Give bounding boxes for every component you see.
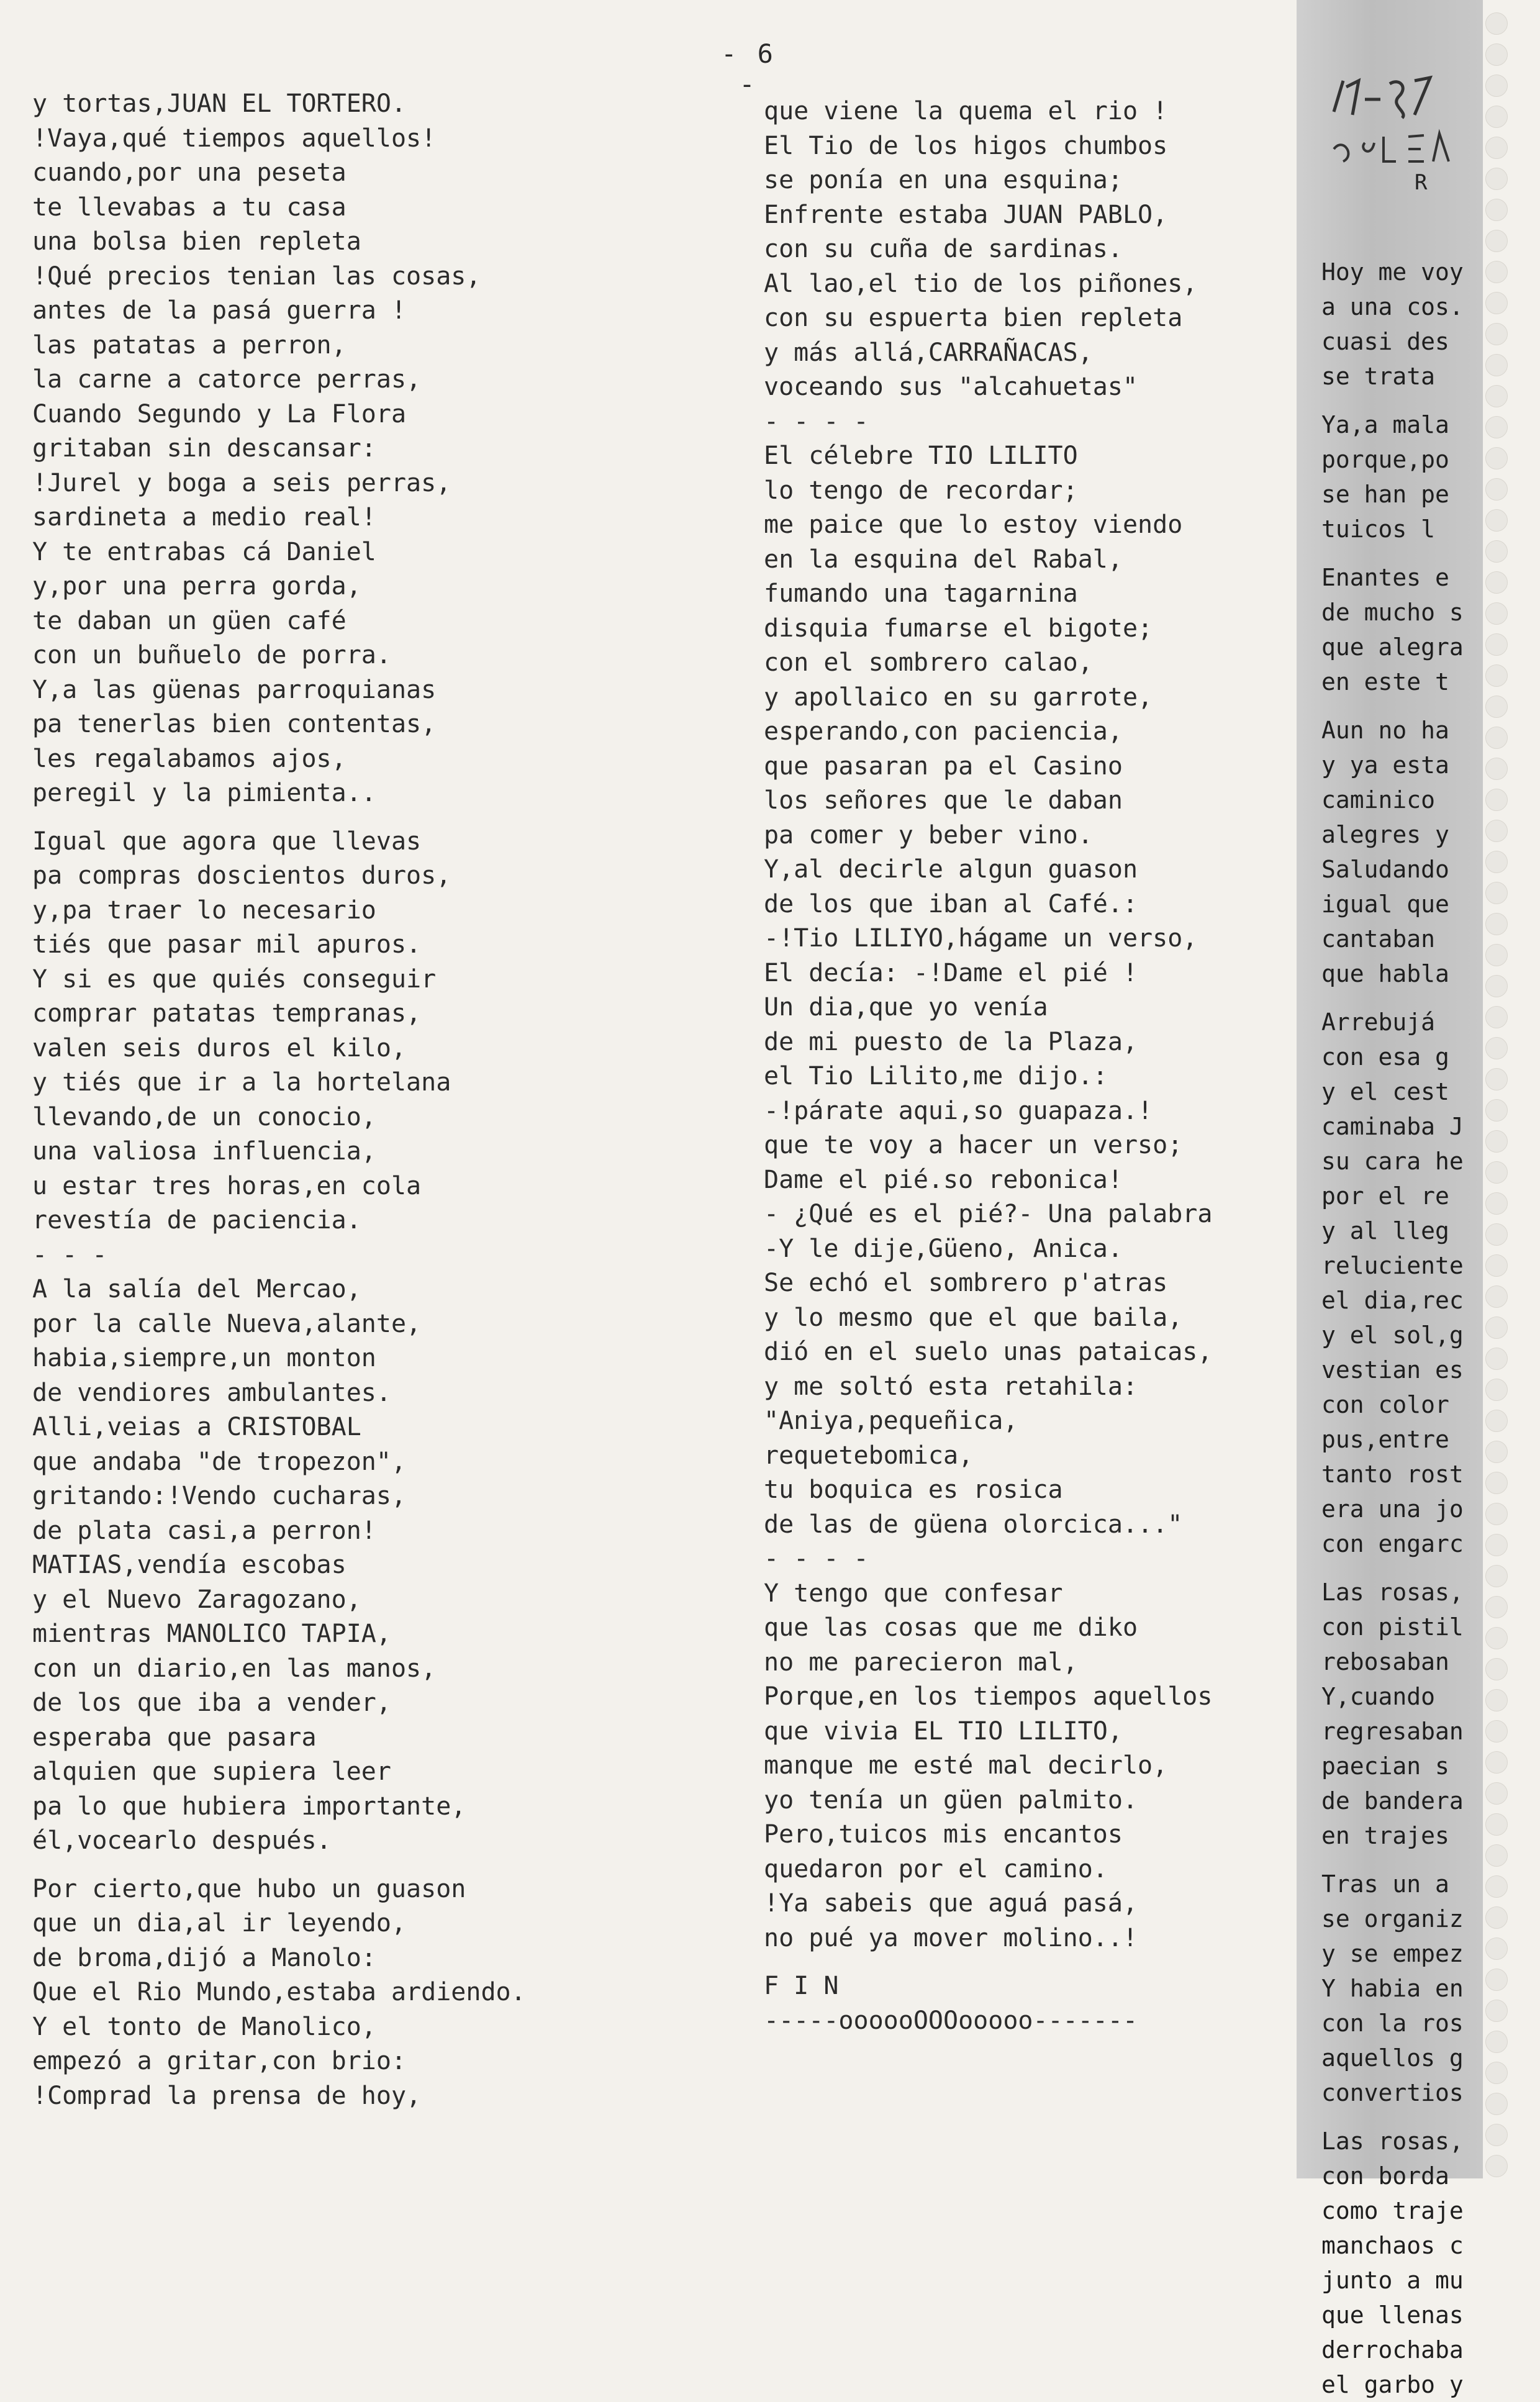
poem-line: peregil y la pimienta..	[32, 779, 376, 807]
poem-line: no pué ya mover molino..!	[764, 1923, 1138, 1952]
strip-line: por el re	[1321, 1182, 1449, 1210]
stanza-gap	[1321, 1853, 1464, 1867]
poem-line: Y te entrabas cá Daniel	[32, 537, 376, 566]
binder-hole	[1485, 1844, 1508, 1867]
poem-line: El célebre TIO LILITO	[764, 442, 1078, 470]
strip-line: Ya,a mala	[1321, 411, 1449, 438]
binder-holes	[1485, 0, 1510, 2178]
strip-line: rebosaban	[1321, 1648, 1449, 1675]
poem-line: Igual que agora que llevas	[32, 827, 422, 856]
poem-line: valen seis duros el kilo,	[32, 1033, 407, 1063]
strip-line: cantaban	[1321, 925, 1436, 953]
poem-line: mientras MANOLICO TAPIA,	[32, 1620, 391, 1648]
poem-line: Un dia,que yo venía	[764, 993, 1048, 1022]
binder-hole	[1485, 913, 1508, 935]
strip-line: reluciente	[1321, 1252, 1464, 1279]
poem-line: yo tenía un güen palmito.	[764, 1785, 1138, 1815]
poem-line: tu boquica es rosica	[764, 1475, 1063, 1504]
poem-line: u estar tres horas,en cola	[32, 1171, 422, 1200]
poem-line: "Aniya,pequeñica,	[764, 1407, 1018, 1435]
binder-hole	[1485, 1472, 1508, 1494]
poem-line: que un dia,al ir leyendo,	[32, 1909, 407, 1937]
binder-hole	[1485, 12, 1508, 35]
poem-line: Alli,veias a CRISTOBAL	[32, 1413, 361, 1441]
stanza-gap	[1321, 699, 1464, 713]
strip-line: caminaba J	[1321, 1113, 1464, 1140]
poem-line: te llevabas a tu casa	[32, 193, 346, 222]
strip-line: regresaban	[1321, 1718, 1464, 1745]
poem-line: pa compras doscientos duros,	[32, 861, 451, 890]
strip-line: Enantes e	[1321, 564, 1449, 591]
poem-line: llevando,de un conocio,	[32, 1102, 376, 1131]
poem-line: de las de güena olorcica..."	[764, 1510, 1183, 1539]
poem-line: con el sombrero calao,	[764, 648, 1093, 677]
poem-line: antes de la pasá guerra !	[32, 296, 407, 325]
poem-line: Cuando Segundo y La Flora	[32, 399, 407, 428]
poem-line: voceando sus "alcahuetas"	[764, 373, 1138, 401]
poem-line: tiés que pasar mil apuros.	[32, 930, 422, 959]
binder-hole	[1485, 2155, 1508, 2177]
strip-line: y al lleg	[1321, 1217, 1449, 1244]
strip-line: alegres y	[1321, 821, 1449, 848]
poem-line: gritando:!Vendo cucharas,	[32, 1482, 407, 1510]
poem-line: me paice que lo estoy viendo	[764, 510, 1183, 539]
binder-hole	[1485, 1875, 1508, 1898]
binder-hole	[1485, 975, 1508, 997]
poem-line: que las cosas que me diko	[764, 1613, 1138, 1642]
strip-line: derrochaba	[1321, 2336, 1464, 2363]
strip-line: en este t	[1321, 668, 1449, 696]
strip-line: Aun no ha	[1321, 717, 1449, 744]
poem-line: - - - -	[764, 407, 869, 436]
poem-line: y más allá,CARRAÑACAS,	[764, 338, 1093, 367]
poem-line: de mi puesto de la Plaza,	[764, 1027, 1138, 1056]
poem-line: y,pa traer lo necesario	[32, 895, 376, 925]
binder-hole	[1485, 1285, 1508, 1308]
poem-line: -!párate aqui,so guapaza.!	[764, 1096, 1153, 1125]
poem-line: comprar patatas tempranas,	[32, 999, 422, 1028]
poem-line: empezó a gritar,con brio:	[32, 2047, 407, 2075]
poem-line: con un buñuelo de porra.	[32, 641, 391, 669]
poem-line: !Vaya,qué tiempos aquellos!	[32, 124, 437, 153]
binder-hole	[1485, 168, 1508, 190]
poem-line: El Tio de los higos chumbos	[764, 131, 1168, 160]
binder-hole	[1485, 292, 1508, 314]
poem-line: de broma,dijó a Manolo:	[32, 1943, 376, 1972]
strip-line: como traje	[1321, 2197, 1464, 2224]
poem-line: Enfrente estaba JUAN PABLO,	[764, 200, 1168, 229]
poem-line: que vivia EL TIO LILITO,	[764, 1716, 1123, 1746]
strip-line: de bandera	[1321, 1787, 1464, 1815]
poem-line: Y si es que quiés conseguir	[32, 964, 437, 994]
binder-hole	[1485, 727, 1508, 749]
stanza-gap	[1321, 991, 1464, 1005]
binder-hole	[1485, 1441, 1508, 1463]
poem-line: Que el Rio Mundo,estaba ardiendo.	[32, 1978, 526, 2006]
poem-line: Pero,tuicos mis encantos	[764, 1820, 1123, 1849]
poem-line: !Qué precios tenian las cosas,	[32, 261, 481, 291]
binder-hole	[1485, 2124, 1508, 2146]
poem-line: y,por una perra gorda,	[32, 572, 361, 600]
binder-hole	[1485, 1937, 1508, 1960]
poem-line: los señores que le daban	[764, 786, 1123, 815]
poem-line: una bolsa bien repleta	[32, 227, 361, 256]
poem-line: Al lao,el tio de los piñones,	[764, 269, 1198, 298]
strip-line: y ya esta	[1321, 751, 1449, 779]
stanza-gap	[1321, 2110, 1464, 2124]
binder-hole	[1485, 758, 1508, 780]
binder-hole	[1485, 1037, 1508, 1059]
poem-line: Porque,en los tiempos aquellos	[764, 1682, 1213, 1711]
binder-hole	[1485, 199, 1508, 221]
binder-hole	[1485, 137, 1508, 159]
poem-line: y me soltó esta retahila:	[764, 1372, 1138, 1401]
poem-line: que viene la quema el rio !	[764, 97, 1168, 125]
poem-line: esperaba que pasara	[32, 1723, 317, 1752]
poem-line: por la calle Nueva,alante,	[32, 1309, 422, 1338]
binder-hole	[1485, 1658, 1508, 1680]
poem-line: de plata casi,a perron!	[32, 1516, 376, 1545]
binder-hole	[1485, 1379, 1508, 1401]
poem-line: y tortas,JUAN EL TORTERO.	[32, 89, 407, 118]
binder-hole	[1485, 43, 1508, 66]
strip-line: el garbo y	[1321, 2371, 1464, 2398]
poem-line: una valiosa influencia,	[32, 1137, 376, 1166]
binder-hole	[1485, 1565, 1508, 1587]
strip-text-column	[1321, 255, 1464, 2402]
binder-hole	[1485, 1534, 1508, 1556]
poem-line: con su espuerta bien repleta	[764, 304, 1183, 332]
poem-line: y lo mesmo que el que baila,	[764, 1303, 1183, 1332]
strip-line: Las rosas,	[1321, 1579, 1464, 1606]
binder-hole	[1485, 261, 1508, 283]
binder-hole	[1485, 1782, 1508, 1805]
strip-line: de mucho s	[1321, 599, 1464, 626]
poem-line: con su cuña de sardinas.	[764, 235, 1123, 263]
poem-line: quedaron por el camino.	[764, 1854, 1108, 1883]
binder-hole	[1485, 75, 1508, 97]
poem-line: pa lo que hubiera importante,	[32, 1792, 466, 1821]
poem-line: y apollaico en su garrote,	[764, 682, 1153, 712]
middle-poem-column	[764, 94, 1304, 2038]
strip-line: con esa g	[1321, 1043, 1449, 1071]
poem-line: de los que iban al Café.:	[764, 889, 1138, 918]
strip-line: el dia,rec	[1321, 1287, 1464, 1314]
poem-line: él,vocearlo después.	[32, 1826, 332, 1855]
strip-line: Y habia en	[1321, 1975, 1464, 2002]
poem-line: no me parecieron mal,	[764, 1647, 1078, 1677]
poem-line: revestía de paciencia.	[32, 1206, 361, 1235]
strip-line: vestian es	[1321, 1356, 1464, 1384]
strip-line: en trajes	[1321, 1822, 1449, 1849]
binder-hole	[1485, 1130, 1508, 1153]
binder-hole	[1485, 1627, 1508, 1649]
poem-line: - - - -	[764, 1544, 869, 1573]
strip-line: manchaos c	[1321, 2232, 1464, 2259]
binder-hole	[1485, 789, 1508, 811]
binder-hole	[1485, 323, 1508, 345]
binder-hole	[1485, 696, 1508, 718]
poem-line: dió en el suelo unas pataicas,	[764, 1338, 1213, 1366]
poem-line: alquien que supiera leer	[32, 1757, 391, 1786]
poem-line: y el Nuevo Zaragozano,	[32, 1585, 361, 1614]
binder-hole	[1485, 1317, 1508, 1339]
poem-line: de los que iba a vender,	[32, 1688, 391, 1717]
binder-hole	[1485, 354, 1508, 376]
poem-line: la carne a catorce perras,	[32, 365, 422, 394]
strip-line: paecian s	[1321, 1752, 1449, 1780]
binder-hole	[1485, 385, 1508, 407]
binder-hole	[1485, 1689, 1508, 1711]
stanza-gap	[1321, 394, 1464, 407]
binder-hole	[1485, 1006, 1508, 1028]
strip-line: igual que	[1321, 891, 1449, 918]
poem-line: las patatas a perron,	[32, 330, 346, 360]
binder-hole	[1485, 664, 1508, 687]
binder-hole	[1485, 571, 1508, 594]
poem-line: pa comer y beber vino.	[764, 820, 1093, 850]
poem-line: que pasaran pa el Casino	[764, 751, 1123, 781]
strip-line: con color	[1321, 1391, 1449, 1418]
strip-line: pus,entre	[1321, 1426, 1449, 1453]
binder-hole	[1485, 1192, 1508, 1215]
poem-line: -!Tio LILIYO,hágame un verso,	[764, 924, 1198, 953]
stanza-gap	[32, 1859, 734, 1872]
poem-line: en la esquina del Rabal,	[764, 545, 1123, 574]
poem-line: se ponía en una esquina;	[764, 166, 1123, 194]
poem-line: cuando,por una peseta	[32, 158, 346, 187]
poem-line: Y tengo que confesar	[764, 1579, 1063, 1608]
binder-hole	[1485, 230, 1508, 252]
poem-line: pa tenerlas bien contentas,	[32, 710, 437, 738]
binder-hole	[1485, 1099, 1508, 1122]
strip-line: Las rosas,	[1321, 2128, 1464, 2155]
poem-line: les regalabamos ajos,	[32, 744, 346, 773]
binder-hole	[1485, 1068, 1508, 1090]
strip-line: caminico	[1321, 786, 1436, 814]
strip-line: se organiz	[1321, 1905, 1464, 1933]
stanza-gap	[1321, 1561, 1464, 1575]
poem-line: - ¿Qué es el pié?- Una palabra	[764, 1200, 1213, 1228]
strip-line: y el sol,g	[1321, 1321, 1464, 1349]
binder-hole	[1485, 1751, 1508, 1774]
binder-hole	[1485, 2031, 1508, 2053]
binder-hole	[1485, 1906, 1508, 1929]
binder-hole	[1485, 106, 1508, 128]
poem-line: que andaba "de tropezon",	[32, 1447, 407, 1476]
strip-line: que alegra	[1321, 633, 1464, 661]
poem-line: El decía: -!Dame el pié !	[764, 958, 1138, 987]
poem-line: manque me esté mal decirlo,	[764, 1751, 1168, 1780]
binder-hole	[1485, 633, 1508, 656]
strip-line: junto a mu	[1321, 2267, 1464, 2294]
strip-line: que habla	[1321, 960, 1449, 987]
page-number: - 6 -	[721, 39, 776, 99]
poem-line: !Ya sabeis que aguá pasá,	[764, 1889, 1138, 1918]
poem-line: Y,al decirle algun guason	[764, 855, 1138, 884]
poem-line: esperando,con paciencia,	[764, 717, 1123, 746]
strip-line: tuicos l	[1321, 515, 1436, 543]
binder-hole	[1485, 944, 1508, 966]
left-poem-column	[32, 87, 734, 2113]
strip-line: porque,po	[1321, 446, 1449, 473]
strip-line: Y,cuando	[1321, 1683, 1436, 1710]
binder-hole	[1485, 1596, 1508, 1618]
strip-line: con pistil	[1321, 1613, 1464, 1641]
stanza-gap	[764, 1956, 1304, 1969]
strip-line: y se empez	[1321, 1940, 1464, 1967]
poem-line: Por cierto,que hubo un guason	[32, 1874, 466, 1903]
poem-line: te daban un güen café	[32, 606, 346, 635]
poem-line: - - -	[32, 1240, 107, 1269]
strip-line: Saludando	[1321, 856, 1449, 883]
strip-line: era una jo	[1321, 1495, 1464, 1523]
poem-line: !Comprad la prensa de hoy,	[32, 2081, 422, 2110]
poem-line: Se echó el sombrero p'atras	[764, 1269, 1168, 1297]
strip-line: con la ros	[1321, 2010, 1464, 2037]
strip-line: Hoy me voy	[1321, 258, 1464, 286]
binder-hole	[1485, 1254, 1508, 1277]
poem-line: !Jurel y boga a seis perras,	[32, 468, 451, 497]
binder-hole	[1485, 1813, 1508, 1836]
binder-hole	[1485, 851, 1508, 873]
strip-line: se han pe	[1321, 481, 1449, 508]
poem-line: Dame el pié.so rebonica!	[764, 1165, 1123, 1194]
binder-hole	[1485, 820, 1508, 842]
binder-hole	[1485, 1720, 1508, 1743]
stanza-gap	[32, 811, 734, 825]
binder-hole	[1485, 447, 1508, 469]
strip-line: a una cos.	[1321, 293, 1464, 320]
poem-line: habia,siempre,un monton	[32, 1344, 376, 1372]
poem-line: MATIAS,vendía escobas	[32, 1551, 346, 1579]
poem-line: -----oooooOOOooooo-------	[764, 2006, 1138, 2035]
binder-hole	[1485, 1161, 1508, 1184]
poem-line: sardineta a medio real!	[32, 503, 376, 532]
binder-hole	[1485, 2000, 1508, 2022]
binder-hole	[1485, 1503, 1508, 1525]
binder-hole	[1485, 1410, 1508, 1432]
strip-line: cuasi des	[1321, 328, 1449, 355]
poem-line: de vendiores ambulantes.	[32, 1378, 391, 1407]
strip-header-text: R	[1415, 170, 1428, 195]
poem-line: A la salía del Mercao,	[32, 1275, 361, 1303]
strip-line: con borda	[1321, 2162, 1449, 2190]
strip-line: con engarc	[1321, 1530, 1464, 1557]
binder-hole	[1485, 478, 1508, 501]
poem-line: gritaban sin descansar:	[32, 434, 376, 463]
binder-hole	[1485, 882, 1508, 904]
binder-hole	[1485, 509, 1508, 532]
binder-hole	[1485, 416, 1508, 438]
stanza-gap	[1321, 546, 1464, 560]
poem-line: que te voy a hacer un verso;	[764, 1131, 1183, 1159]
binder-hole	[1485, 540, 1508, 563]
poem-line: F I N	[764, 1972, 839, 2000]
poem-line: lo tengo de recordar;	[764, 476, 1078, 505]
strip-line: Tras un a	[1321, 1870, 1449, 1898]
strip-line: su cara he	[1321, 1148, 1464, 1175]
binder-hole	[1485, 2062, 1508, 2084]
strip-line: tanto rost	[1321, 1461, 1464, 1488]
binder-hole	[1485, 1223, 1508, 1246]
strip-line: aquellos g	[1321, 2044, 1464, 2072]
strip-line: se trata	[1321, 363, 1436, 390]
poem-line: requetebomica,	[764, 1441, 974, 1470]
strip-line: Arrebujá	[1321, 1008, 1436, 1036]
poem-line: disquia fumarse el bigote;	[764, 614, 1153, 643]
binder-hole	[1485, 1348, 1508, 1370]
strip-line: convertios	[1321, 2079, 1464, 2106]
binder-hole	[1485, 1969, 1508, 1991]
adjacent-page-strip	[1297, 0, 1483, 2398]
binder-hole	[1485, 2093, 1508, 2115]
binder-hole	[1485, 602, 1508, 625]
poem-line: y tiés que ir a la hortelana	[32, 1068, 451, 1097]
poem-line: -Y le dije,Güeno, Anica.	[764, 1234, 1123, 1263]
strip-line: que llenas	[1321, 2301, 1464, 2329]
strip-line: y el cest	[1321, 1078, 1449, 1105]
poem-line: Y el tonto de Manolico,	[32, 2012, 376, 2041]
poem-line: Y,a las güenas parroquianas	[32, 675, 437, 704]
poem-line: el Tio Lilito,me dijo.:	[764, 1062, 1108, 1090]
poem-line: fumando una tagarnina	[764, 579, 1078, 608]
handwritten-note	[1321, 56, 1464, 199]
poem-line: con un diario,en las manos,	[32, 1654, 437, 1683]
